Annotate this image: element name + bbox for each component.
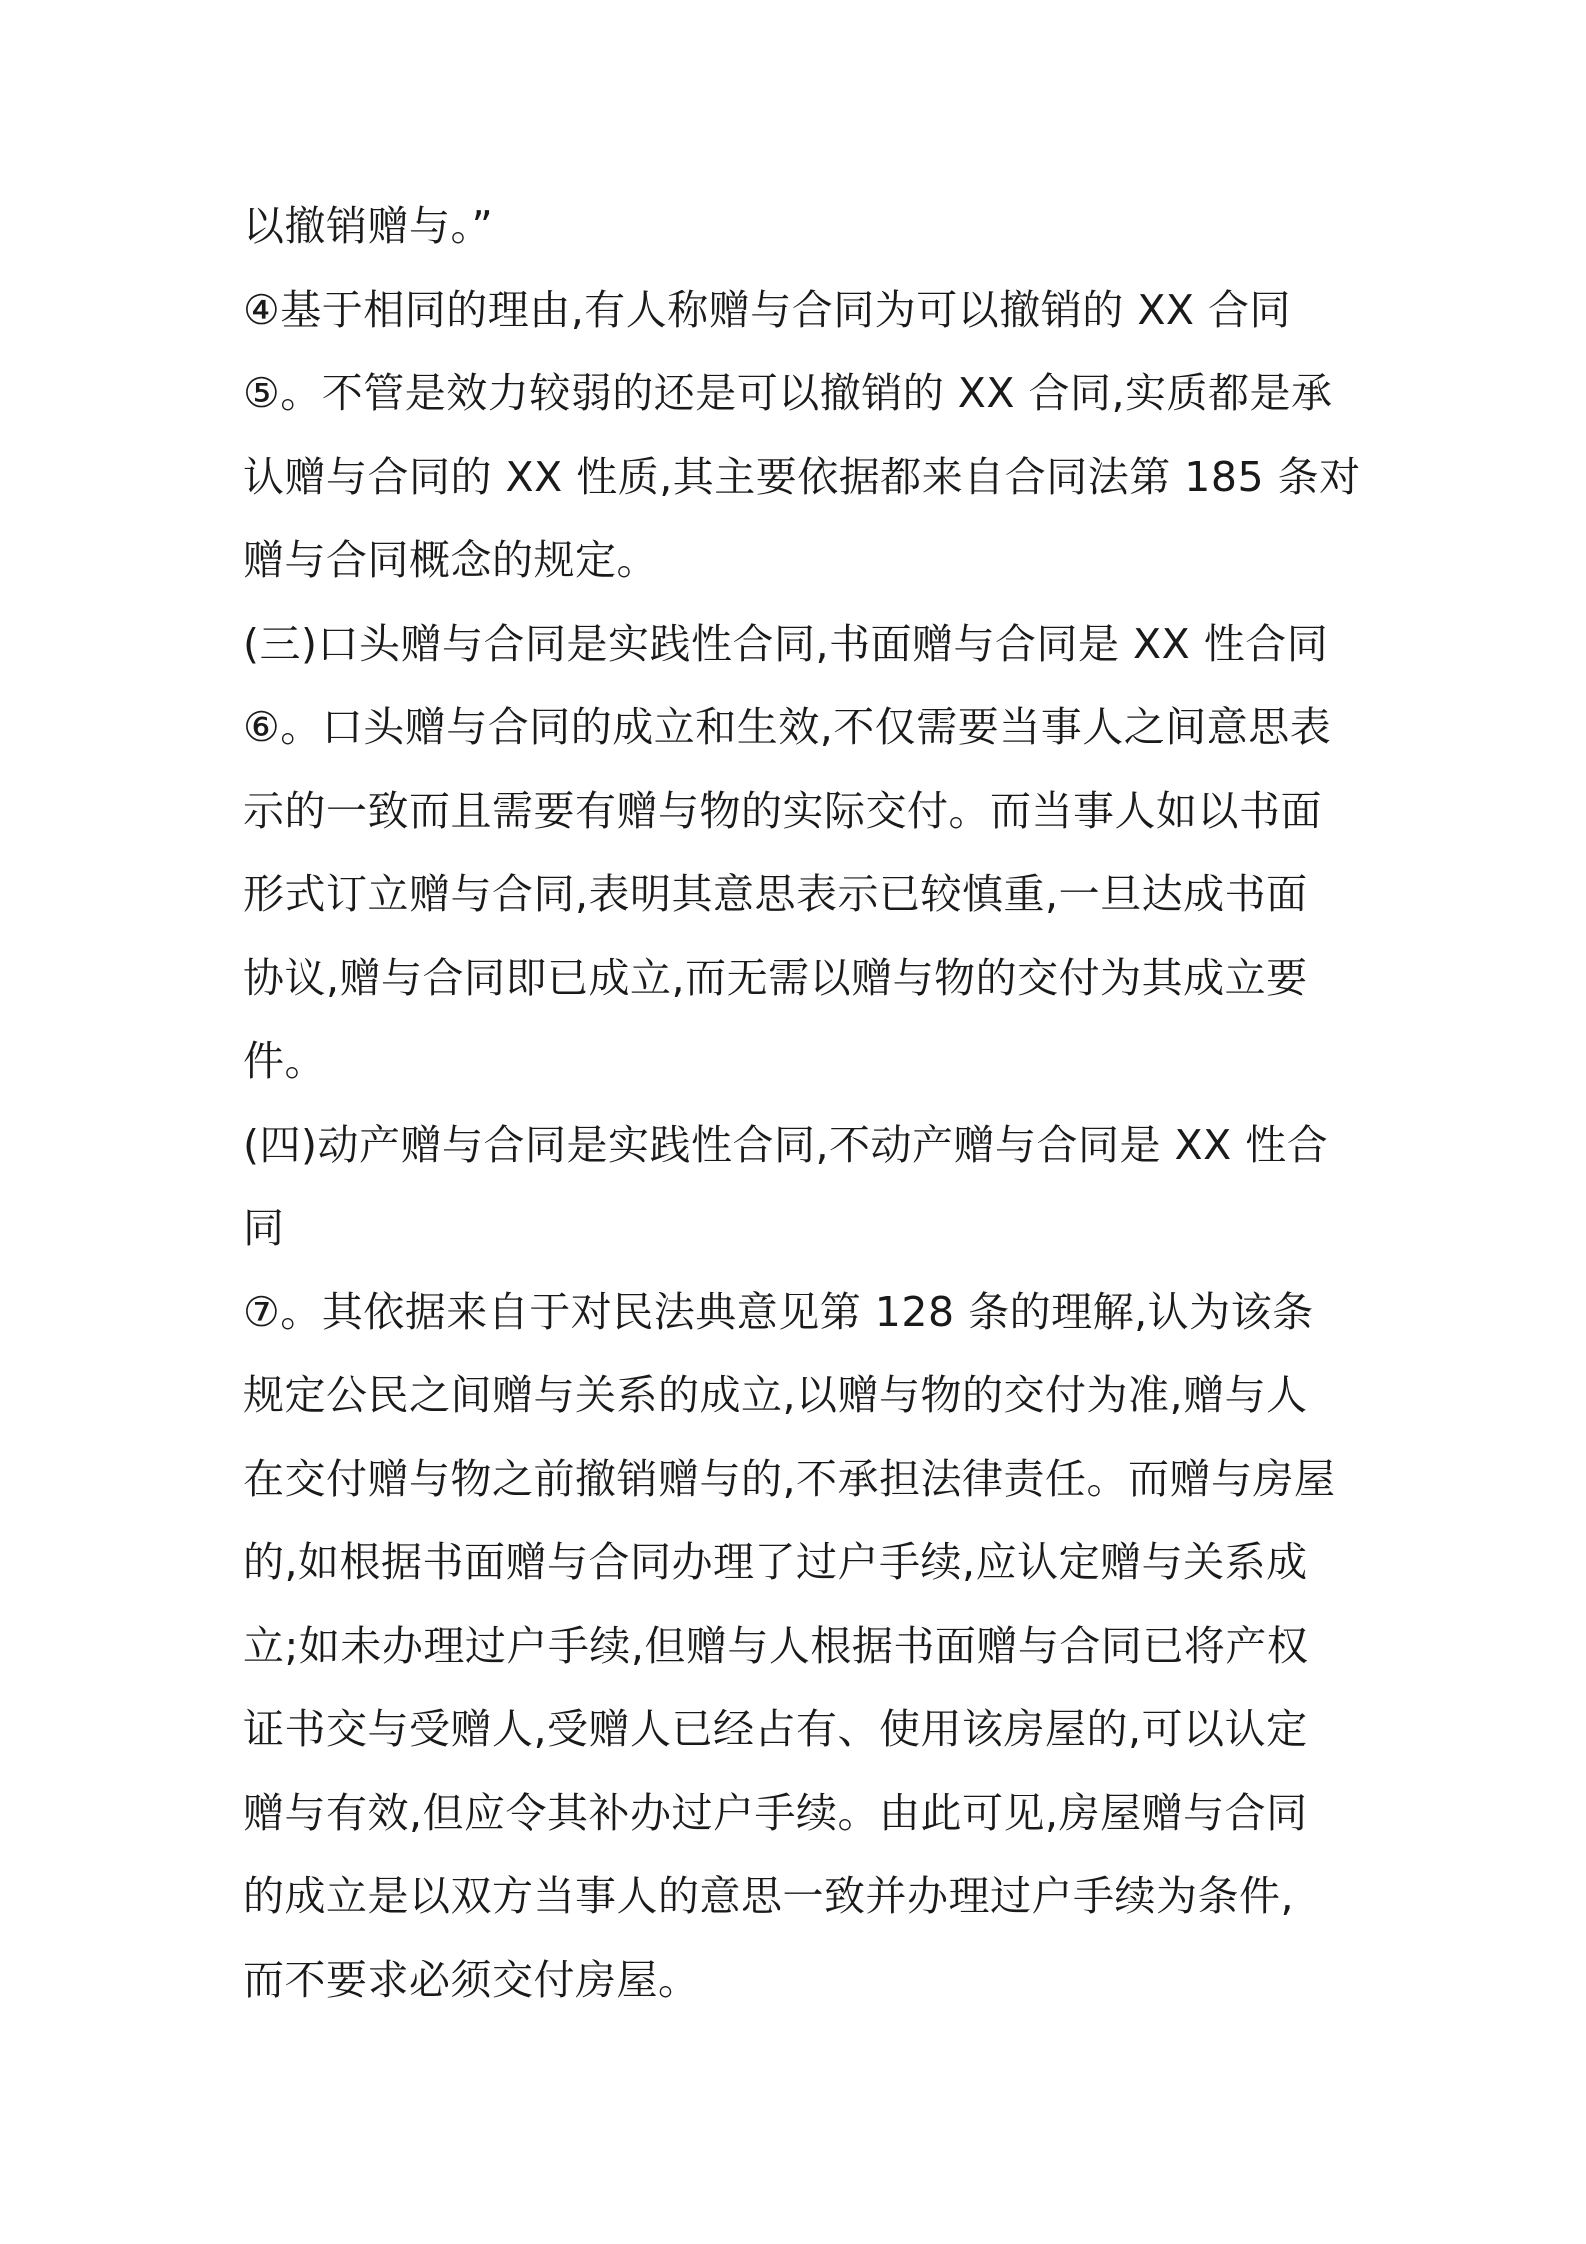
text-line: 件。 [243, 1037, 326, 1085]
text-line: 以撤销赠与。” [243, 202, 494, 250]
document-body-text [243, 185, 1363, 2022]
text-line: (三)口头赠与合同是实践性合同,书面赠与合同是 XX 性合同 [243, 619, 1329, 668]
text-line: 规定公民之间赠与关系的成立,以赠与物的交付为准,赠与人 [243, 1371, 1308, 1419]
text-line: 在交付赠与物之前撤销赠与的,不承担法律责任。而赠与房屋 [243, 1454, 1336, 1503]
text-line: 的成立是以双方当事人的意思一致并办理过户手续为条件, [243, 1872, 1295, 1920]
text-line: ④基于相同的理由,有人称赠与合同为可以撤销的 XX 合同 [243, 285, 1292, 334]
text-line: 协议,赠与合同即已成立,而无需以赠与物的交付为其成立要 [243, 953, 1308, 1002]
text-line: 证书交与受赠人,受赠人已经占有、使用该房屋的,可以认定 [243, 1705, 1308, 1753]
text-line: 赠与有效,但应令其补办过户手续。由此可见,房屋赠与合同 [243, 1788, 1308, 1837]
text-line: 赠与合同概念的规定。 [243, 536, 658, 584]
text-line: 示的一致而且需要有赠与物的实际交付。而当事人如以书面 [243, 786, 1322, 835]
text-line: ⑦。其依据来自于对民法典意见第 128 条的理解,认为该条 [243, 1287, 1314, 1336]
text-line: 而不要求必须交付房屋。 [243, 1955, 700, 2004]
text-line: ⑥。口头赠与合同的成立和生效,不仅需要当事人之间意思表 [243, 703, 1332, 751]
text-line: 的,如根据书面赠与合同办理了过户手续,应认定赠与关系成 [243, 1538, 1308, 1586]
text-line: 同 [243, 1204, 285, 1252]
text-line: 认赠与合同的 XX 性质,其主要依据都来自合同法第 185 条对 [243, 452, 1361, 501]
text-line: 立;如未办理过户手续,但赠与人根据书面赠与合同已将产权 [243, 1621, 1309, 1670]
text-line: 形式订立赠与合同,表明其意思表示已较慎重,一旦达成书面 [243, 870, 1308, 918]
text-line: ⑤。不管是效力较弱的还是可以撤销的 XX 合同,实质都是承 [243, 369, 1333, 417]
text-line: (四)动产赠与合同是实践性合同,不动产赠与合同是 XX 性合 [243, 1120, 1329, 1169]
